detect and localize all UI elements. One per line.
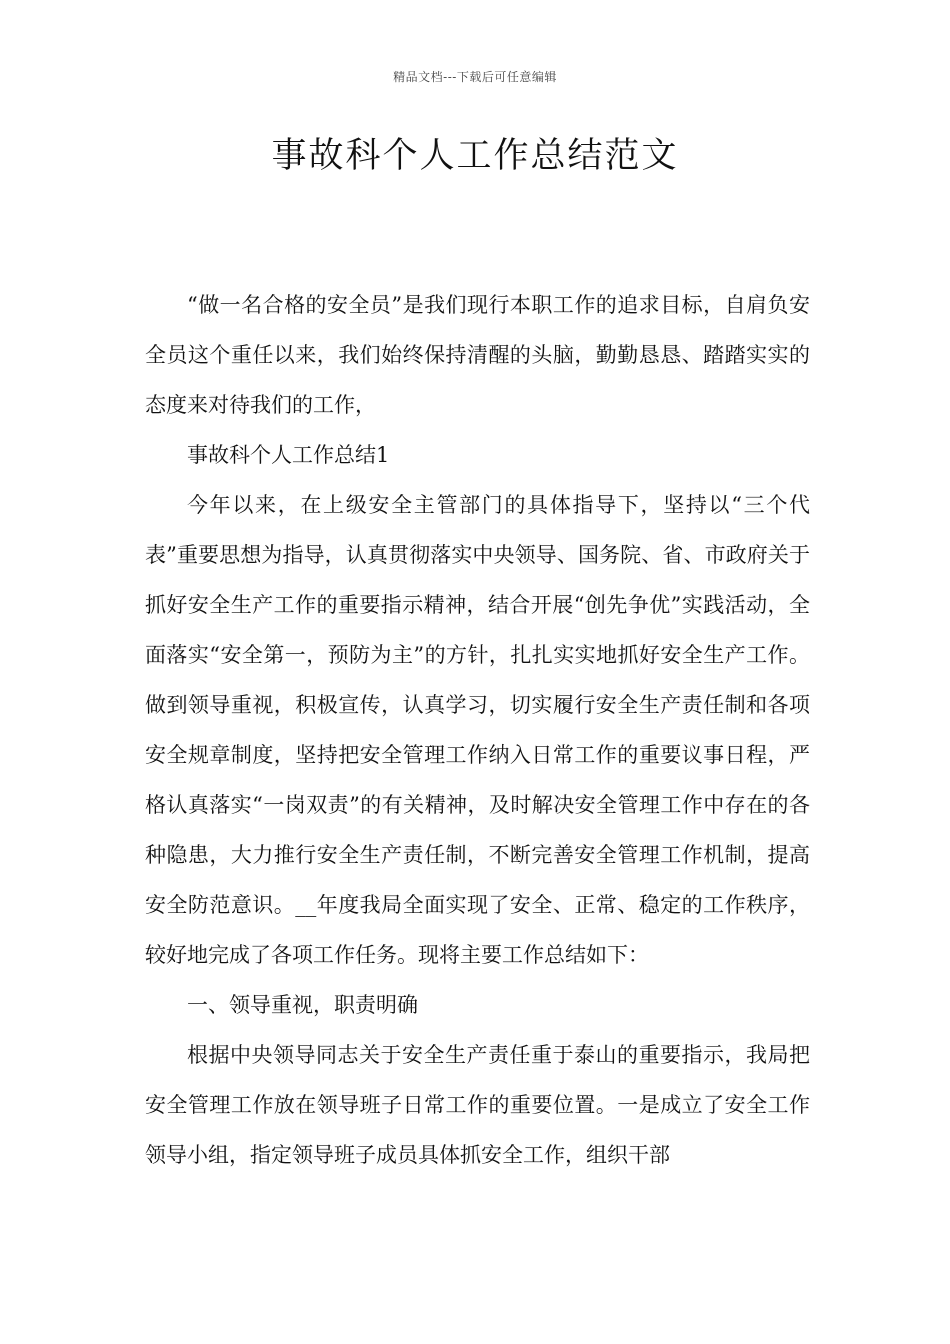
- intro-paragraph: “做一名合格的安全员”是我们现行本职工作的追求目标，自肩负安全员这个重任以来，我们始终保持清醒的头脑，勤勤恳恳、踏踏实实的态度来对待我们的工作，: [145, 293, 810, 417]
- summary-paragraph: 今年以来，在上级安全主管部门的具体指导下，坚持以“三个代表”重要思想为指导，认真贯彻落实中央领导、国务院、省、市政府关于抓好安全生产工作的重要指示精神，结合开展“创先争优”实践活动，全面落实“安全第一，预防为主”的方针，扎扎实实地抓好安全生产工作。做到领导重视，积极宣传，认真学习，切实履行安全生产责任制和各项安全规章制度，坚持把安全管理工作纳入日常工作的重要议事日程，严格认真落实“一岗双责”的有关精神，及时解决安全管理工作中存在的各种隐患，大力推行安全生产责任制，不断完善安全管理工作机制，提高安全防范意识。__年度我局全面实现了安全、正常、稳定的工作秩序，较好地完成了各项工作任务。现将主要工作总结如下：: [145, 493, 810, 967]
- subsection-heading: 一、领导重视，职责明确: [187, 993, 418, 1017]
- header-note: 精品文档---下载后可任意编辑: [393, 70, 557, 84]
- document-title: 事故科个人工作总结范文: [271, 136, 679, 176]
- body-paragraph: 根据中央领导同志关于安全生产责任重于泰山的重要指示，我局把安全管理工作放在领导班子日常工作的重要位置。一是成立了安全工作领导小组，指定领导班子成员具体抓安全工作，组织干部: [145, 1043, 810, 1167]
- section-heading: 事故科个人工作总结1: [187, 443, 390, 467]
- document-body: [145, 280, 810, 1180]
